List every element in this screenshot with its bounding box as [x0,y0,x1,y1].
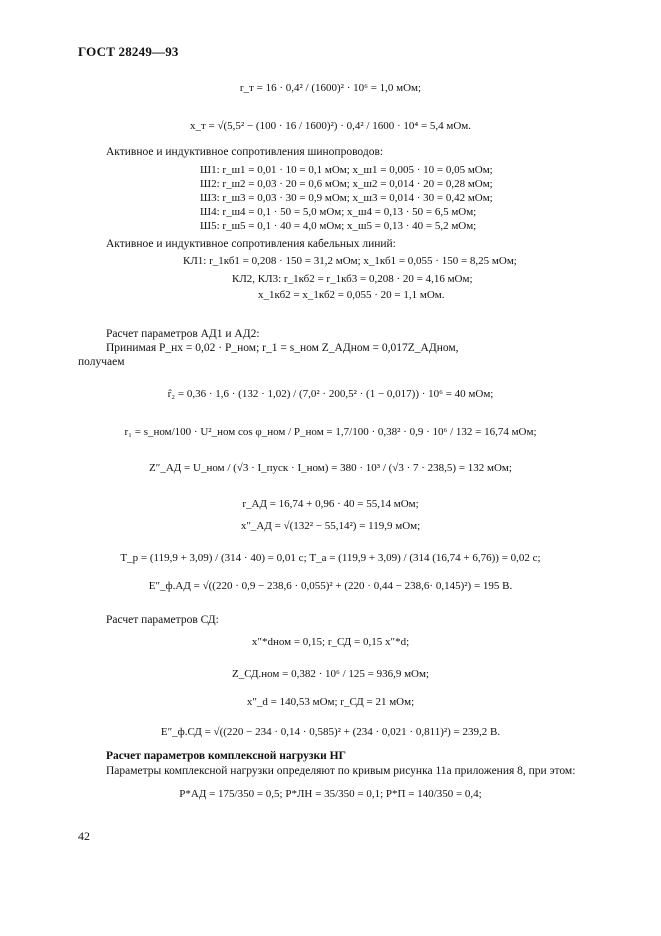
ng-text: Параметры комплексной нагрузки определяют по кривым рисунка 11а приложения 8, при этом: [106,765,576,777]
formula-esd: E″_ф.СД = √((220 − 234 · 0,14 · 0,585)² + (234 · 0,021 · 0,811)²) = 239,2 В. [160,726,501,738]
formula-rad: r_АД = 16,74 + 0,96 · 40 = 55,14 мОм; [242,498,419,510]
busbar-sh2: Ш2: r_ш2 = 0,03 · 20 = 0,6 мОм; x_ш2 = 0,014 · 20 = 0,28 мОм; [200,178,493,190]
formula-r2: r̂₂ = 0,36 · 1,6 · (132 · 1,02) / (7,0² · 200,5² · (1 − 0,017)) · 10⁶ = 40 мОм; [167,388,494,400]
formula-sd1: x″*dном = 0,15; r_СД = 0,15 x″*d; [251,636,410,648]
formula-xt: x_т = √(5,5² − (100 · 16 / 1600)²) · 0,4² / 1600 · 10⁴ = 5,4 мОм. [189,120,472,132]
document-header: ГОСТ 28249—93 [78,44,179,59]
busbar-sh5: Ш5: r_ш5 = 0,1 · 40 = 4,0 мОм; x_ш5 = 0,13 · 40 = 5,2 мОм; [200,220,477,232]
cable-kl3: x_1кб2 = x_1кб2 = 0,055 · 20 = 1,1 мОм. [258,289,445,301]
busbar-intro: Активное и индуктивное сопротивления шинопроводов: [106,146,384,158]
formula-r1: r₁ = s_ном/100 · U²_ном cos φ_ном / P_ном = 1,7/100 · 0,38² · 0,9 · 10⁶ / 132 = 16,74 мОм; [124,426,537,438]
ad-intro: Расчет параметров АД1 и АД2: [106,328,260,340]
formula-xad: x″_АД = √(132² − 55,14²) = 119,9 мОм; [240,520,421,532]
cable-intro: Активное и индуктивное сопротивления кабельных линий: [106,238,396,250]
page-number: 42 [78,829,90,843]
ad-accept: Принимая P_нх = 0,02 · P_ном; r_1 = s_ном Z_АДном = 0,017Z_АДном, [106,342,459,354]
formula-ng: P*АД = 175/350 = 0,5; P*ЛН = 35/350 = 0,1; P*П = 140/350 = 0,4; [179,788,482,800]
formula-tp: T_р = (119,9 + 3,09) / (314 · 40) = 0,01 с; T_а = (119,9 + 3,09) / (314 (16,74 + 6,76)) = 0,02 с; [120,552,541,564]
busbar-sh1: Ш1: r_ш1 = 0,01 · 10 = 0,1 мОм; x_ш1 = 0,005 · 10 = 0,05 мОм; [200,164,493,176]
ng-title: Расчет параметров комплексной нагрузки НГ [106,750,346,762]
formula-zad: Z″_АД = U_ном / (√3 · I_пуск · I_ном) = 380 · 10³ / (√3 · 7 · 238,5) = 132 мОм; [149,462,512,474]
busbar-sh3: Ш3: r_ш3 = 0,03 · 30 = 0,9 мОм; x_ш3 = 0,014 · 30 = 0,42 мОм; [200,192,493,204]
formula-ead: E″_ф.АД = √((220 · 0,9 − 238,6 · 0,055)² + (220 · 0,44 − 238,6· 0,145)²) = 195 В. [148,580,513,592]
formula-sd3: x″_d = 140,53 мОм; r_СД = 21 мОм; [246,696,415,708]
formula-sd2: Z_СД.ном = 0,382 · 10⁶ / 125 = 936,9 мОм; [231,668,430,680]
ad-get: получаем [78,356,125,368]
cable-kl2: КЛ2, КЛ3: r_1кб2 = r_1кб3 = 0,208 · 20 = 4,16 мОм; [232,273,473,285]
formula-rt: r_т = 16 · 0,4² / (1600)² · 10⁶ = 1,0 мОм; [239,82,422,94]
cable-kl1: КЛ1: r_1кб1 = 0,208 · 150 = 31,2 мОм; x_1кб1 = 0,055 · 150 = 8,25 мОм; [183,255,517,267]
busbar-sh4: Ш4: r_ш4 = 0,1 · 50 = 5,0 мОм; x_ш4 = 0,13 · 50 = 6,5 мОм; [200,206,477,218]
sd-intro: Расчет параметров СД: [106,614,219,626]
